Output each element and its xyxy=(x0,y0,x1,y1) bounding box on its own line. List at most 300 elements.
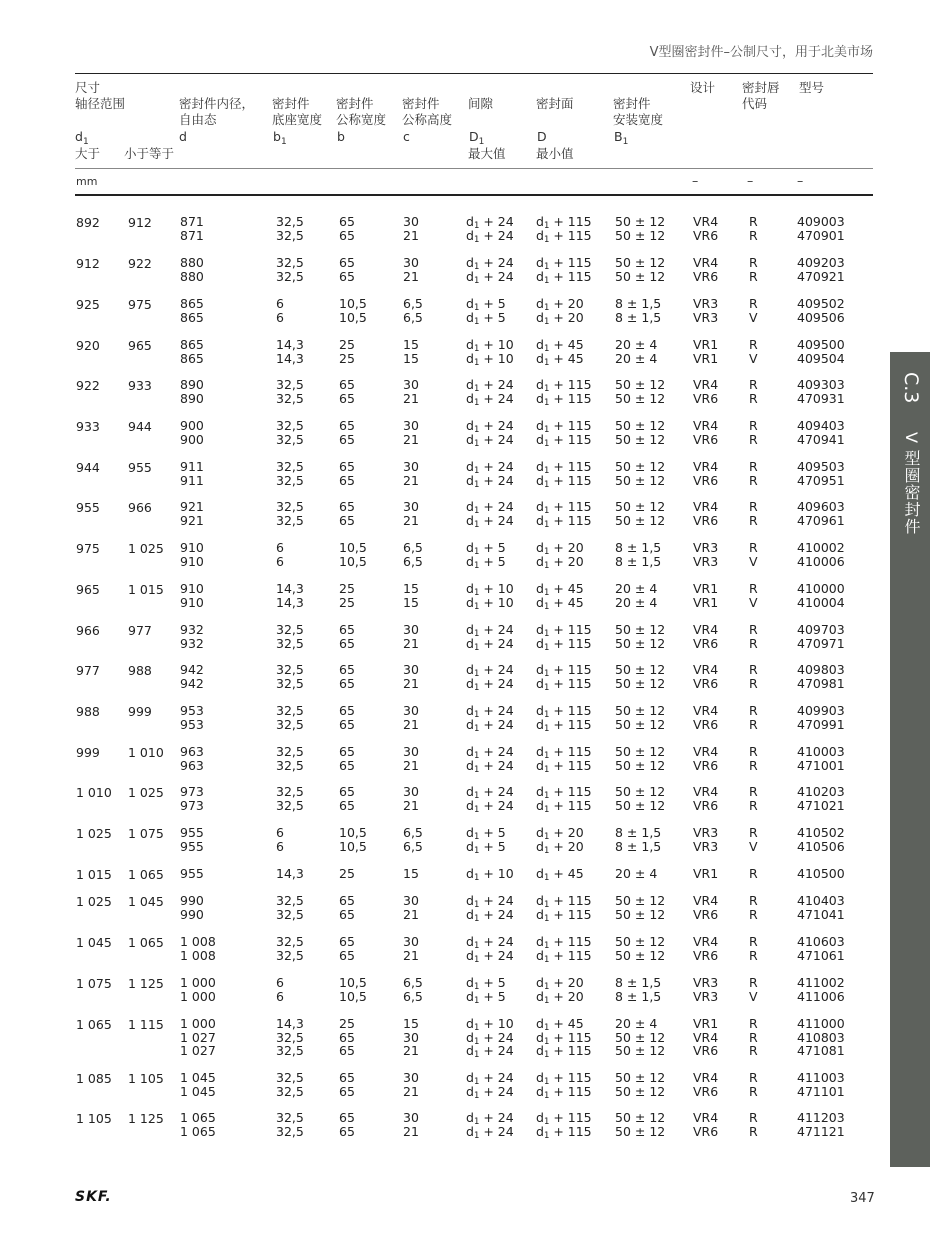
col-lip-1: 密封唇 xyxy=(742,80,780,95)
cell-value: 65 xyxy=(339,472,355,488)
cell-c xyxy=(403,976,423,1003)
cell-d xyxy=(180,338,204,365)
cell-value: R xyxy=(749,1123,758,1139)
cell-b1 xyxy=(276,256,304,283)
formula: d1 + 24 xyxy=(466,1070,514,1087)
cell-value: 6,5 xyxy=(403,296,423,311)
cell-b1 xyxy=(615,867,657,881)
cell-value: 1 000 xyxy=(180,975,216,990)
cell-gap xyxy=(466,1070,514,1101)
cell-face xyxy=(536,377,592,408)
cell-gap xyxy=(466,377,514,408)
cell-c xyxy=(403,338,419,365)
header-separator xyxy=(75,168,873,169)
formula: d1 + 115 xyxy=(536,377,592,394)
cell-value: 32,5 xyxy=(276,1083,304,1099)
cell-des xyxy=(693,826,718,853)
cell-value: 1 027 xyxy=(180,1043,216,1058)
shaft-incl: 999 xyxy=(128,704,152,719)
cell-value: 955 xyxy=(180,838,204,854)
cell-face xyxy=(536,825,584,856)
skf-logo: SKF. xyxy=(75,1189,112,1205)
cell-value: VR6 xyxy=(693,472,719,488)
cell-b1 xyxy=(276,663,304,690)
cell-c xyxy=(403,582,419,609)
col-dim: 尺寸 xyxy=(75,80,101,95)
cell-value: 10,5 xyxy=(339,296,367,311)
cell-d xyxy=(180,976,216,1003)
cell-lip xyxy=(749,460,758,487)
cell-b1 xyxy=(276,460,304,487)
col-width-2: 公称宽度 xyxy=(336,112,387,127)
cell-value: 30 xyxy=(403,1070,419,1085)
cell-c xyxy=(403,745,419,772)
cell-value: R xyxy=(749,255,758,270)
cell-value: 6,5 xyxy=(403,838,423,854)
cell-value: 65 xyxy=(339,1043,355,1058)
cell-value: 50 ± 12 xyxy=(615,934,666,949)
formula: d1 + 115 xyxy=(536,703,592,720)
cell-b1 xyxy=(276,1071,304,1098)
cell-b xyxy=(339,419,355,446)
cell-value: 8 ± 1,5 xyxy=(615,296,662,311)
cell-value: 409500 xyxy=(797,337,845,352)
cell-des xyxy=(693,378,718,405)
formula: d1 + 24 xyxy=(466,675,514,693)
cell-value: 470971 xyxy=(797,635,845,651)
cell-value: 8 ± 1,5 xyxy=(615,825,662,840)
shaft-incl: 1 125 xyxy=(128,1111,164,1126)
cell-value: R xyxy=(749,1016,758,1031)
cell-value: 470931 xyxy=(797,390,845,406)
cell-value: 25 xyxy=(339,1016,355,1031)
cell-b xyxy=(339,745,355,772)
cell-b1 xyxy=(615,338,657,365)
formula: d1 + 45 xyxy=(536,866,584,883)
cell-value: VR6 xyxy=(693,227,719,243)
cell-face xyxy=(536,255,592,286)
cell-value: 30 xyxy=(403,744,419,759)
formula: d1 + 115 xyxy=(536,268,592,286)
cell-value: R xyxy=(749,757,758,773)
formula: d1 + 115 xyxy=(536,716,592,734)
shaft-incl: 975 xyxy=(128,297,152,312)
cell-value: 411002 xyxy=(797,975,845,990)
cell-value: 410004 xyxy=(797,594,845,610)
cell-value: R xyxy=(749,635,758,651)
cell-value: 50 ± 12 xyxy=(615,268,666,284)
header-bottom-rule xyxy=(75,194,873,196)
cell-b xyxy=(339,894,355,921)
cell-face xyxy=(536,975,584,1006)
cell-type xyxy=(797,1111,845,1138)
cell-value: 65 xyxy=(339,1070,355,1085)
cell-value: 25 xyxy=(339,350,355,366)
cell-value: 21 xyxy=(403,227,419,243)
cell-type xyxy=(797,935,845,962)
cell-value: 10,5 xyxy=(339,309,367,325)
cell-value: R xyxy=(749,675,758,691)
cell-value: 6,5 xyxy=(403,988,423,1004)
cell-value: VR4 xyxy=(693,214,719,229)
cell-value: R xyxy=(749,512,758,528)
shaft-over: 922 xyxy=(76,378,100,393)
cell-value: 65 xyxy=(339,268,355,284)
cell-value: 6,5 xyxy=(403,553,423,569)
shaft-over: 966 xyxy=(76,623,100,638)
cell-value: 50 ± 12 xyxy=(615,947,666,963)
cell-value: 6,5 xyxy=(403,975,423,990)
col-gap-sym: $D_1$ xyxy=(469,129,485,147)
cell-value: 30 xyxy=(403,214,419,229)
cell-value: 50 ± 12 xyxy=(615,431,666,447)
cell-value: 470991 xyxy=(797,716,845,732)
shaft-incl: 977 xyxy=(128,623,152,638)
cell-value: 15 xyxy=(403,581,419,596)
formula: d1 + 115 xyxy=(536,499,592,516)
cell-d xyxy=(180,745,204,772)
cell-des xyxy=(693,704,718,731)
cell-value: 973 xyxy=(180,797,204,813)
cell-value: R xyxy=(749,227,758,243)
cell-type xyxy=(797,1071,845,1098)
cell-value: 6 xyxy=(276,309,284,325)
cell-value: 65 xyxy=(339,947,355,963)
col-inst-1: 密封件 xyxy=(613,96,651,111)
formula: d1 + 10 xyxy=(466,337,514,354)
section-label: V 型圈密封件 xyxy=(902,432,921,536)
formula: d1 + 115 xyxy=(536,390,592,408)
cell-value: 910 xyxy=(180,594,204,610)
cell-value: 50 ± 12 xyxy=(615,499,666,514)
cell-value: 6 xyxy=(276,975,284,990)
cell-value: 65 xyxy=(339,431,355,447)
formula: d1 + 115 xyxy=(536,512,592,530)
cell-value: 15 xyxy=(403,350,419,366)
cell-face xyxy=(536,296,584,327)
cell-value: 10,5 xyxy=(339,553,367,569)
shaft-over: 1 010 xyxy=(76,785,112,800)
shaft-over: 1 025 xyxy=(76,826,112,841)
cell-face xyxy=(536,1017,592,1058)
col-width-1: 密封件 xyxy=(336,96,374,111)
formula: d1 + 20 xyxy=(536,975,584,992)
formula: d1 + 115 xyxy=(536,431,592,449)
cell-value: 65 xyxy=(339,784,355,799)
cell-b1 xyxy=(615,1071,665,1098)
cell-value: 14,3 xyxy=(276,866,304,881)
cell-type xyxy=(797,419,845,446)
cell-gap xyxy=(466,255,514,286)
formula: d1 + 45 xyxy=(536,337,584,354)
cell-value: 880 xyxy=(180,255,204,270)
formula: d1 + 115 xyxy=(536,459,592,476)
cell-value: 65 xyxy=(339,1029,355,1045)
cell-value: R xyxy=(749,431,758,447)
cell-gap xyxy=(466,744,514,775)
cell-value: 32,5 xyxy=(276,227,304,243)
cell-des xyxy=(693,500,718,527)
cell-value: R xyxy=(749,296,758,311)
shaft-incl: 922 xyxy=(128,256,152,271)
cell-d xyxy=(180,1111,216,1138)
cell-value: R xyxy=(749,1029,758,1045)
cell-lip xyxy=(749,1071,758,1098)
cell-value: 865 xyxy=(180,296,204,311)
cell-value: R xyxy=(749,716,758,732)
cell-value: VR6 xyxy=(693,1123,719,1139)
cell-b xyxy=(339,867,355,881)
cell-b xyxy=(339,1111,355,1138)
cell-b1 xyxy=(276,826,284,853)
cell-value: 25 xyxy=(339,581,355,596)
cell-value: 470921 xyxy=(797,268,845,284)
cell-value: 50 ± 12 xyxy=(615,418,666,433)
cell-gap xyxy=(466,459,514,490)
cell-gap xyxy=(466,893,514,924)
formula: d1 + 24 xyxy=(466,1043,514,1060)
cell-value: 410403 xyxy=(797,893,845,908)
cell-value: 900 xyxy=(180,418,204,433)
cell-value: VR4 xyxy=(693,418,719,433)
cell-c xyxy=(403,215,419,242)
cell-value: 65 xyxy=(339,459,355,474)
col-shaft-range: 轴径范围 xyxy=(75,96,126,111)
cell-value: 973 xyxy=(180,784,204,799)
unit-dash-lip: – xyxy=(747,173,754,188)
cell-des xyxy=(693,1017,718,1058)
cell-type xyxy=(797,338,845,365)
cell-type xyxy=(797,582,845,609)
cell-value: 50 ± 12 xyxy=(615,1043,666,1058)
cell-value: R xyxy=(749,459,758,474)
cell-type xyxy=(797,894,845,921)
cell-value: 32,5 xyxy=(276,1043,304,1058)
cell-value: 411203 xyxy=(797,1110,845,1125)
cell-value: 20 ± 4 xyxy=(615,594,658,610)
formula: d1 + 115 xyxy=(536,1083,592,1101)
cell-c xyxy=(403,1017,419,1058)
cell-lip xyxy=(749,297,758,324)
cell-value: R xyxy=(749,472,758,488)
shaft-over: 920 xyxy=(76,338,100,353)
cell-value: 32,5 xyxy=(276,499,304,514)
cell-value: 471021 xyxy=(797,797,845,813)
cell-value: 470901 xyxy=(797,227,845,243)
cell-type xyxy=(797,215,845,242)
cell-b1 xyxy=(276,378,304,405)
cell-b xyxy=(339,582,355,609)
formula: d1 + 10 xyxy=(466,581,514,598)
cell-b1 xyxy=(615,256,665,283)
shaft-incl: 1 075 xyxy=(128,826,164,841)
col-height-sym: c xyxy=(403,129,410,144)
cell-des xyxy=(693,297,718,324)
cell-d xyxy=(180,378,204,405)
cell-value: 65 xyxy=(339,1083,355,1099)
shaft-over: 892 xyxy=(76,215,100,230)
shaft-over: 933 xyxy=(76,419,100,434)
cell-value: 410502 xyxy=(797,825,845,840)
cell-type xyxy=(797,1017,845,1058)
cell-des xyxy=(693,541,718,568)
col-incl: 小于等于 xyxy=(124,146,175,161)
formula: d1 + 5 xyxy=(466,309,506,327)
cell-value: 921 xyxy=(180,499,204,514)
cell-value: 50 ± 12 xyxy=(615,255,666,270)
cell-value: 30 xyxy=(403,1029,419,1045)
cell-value: 30 xyxy=(403,1110,419,1125)
cell-value: 30 xyxy=(403,934,419,949)
cell-c xyxy=(403,935,419,962)
cell-value: 410003 xyxy=(797,744,845,759)
formula: d1 + 115 xyxy=(536,418,592,435)
cell-value: 1 027 xyxy=(180,1029,216,1045)
cell-value: R xyxy=(749,268,758,284)
shaft-over: 988 xyxy=(76,704,100,719)
cell-c xyxy=(403,378,419,405)
cell-value: 871 xyxy=(180,214,204,229)
cell-value: 963 xyxy=(180,744,204,759)
cell-c xyxy=(403,623,419,650)
cell-value: VR1 xyxy=(693,866,719,881)
cell-des xyxy=(693,785,718,812)
formula: d1 + 115 xyxy=(536,255,592,272)
formula: d1 + 115 xyxy=(536,797,592,815)
formula: d1 + 20 xyxy=(536,540,584,557)
cell-face xyxy=(536,867,584,881)
cell-value: VR6 xyxy=(693,512,719,528)
cell-value: 32,5 xyxy=(276,744,304,759)
cell-lip xyxy=(749,785,758,812)
shaft-over: 912 xyxy=(76,256,100,271)
cell-value: R xyxy=(749,418,758,433)
cell-b xyxy=(339,297,367,324)
shaft-incl: 1 045 xyxy=(128,894,164,909)
cell-b1 xyxy=(276,623,304,650)
col-inner-1: 密封件内径， xyxy=(179,96,255,111)
cell-value: 32,5 xyxy=(276,377,304,392)
cell-face xyxy=(536,459,592,490)
shaft-over: 1 105 xyxy=(76,1111,112,1126)
cell-gap xyxy=(466,418,514,449)
cell-value: 871 xyxy=(180,227,204,243)
page-number: 347 xyxy=(850,1191,875,1206)
cell-d xyxy=(180,582,204,609)
cell-value: 65 xyxy=(339,255,355,270)
cell-value: 8 ± 1,5 xyxy=(615,540,662,555)
cell-d xyxy=(180,215,204,242)
cell-value: 14,3 xyxy=(276,1016,304,1031)
cell-gap xyxy=(466,296,506,327)
cell-value: 6,5 xyxy=(403,825,423,840)
unit-dash-type: – xyxy=(797,173,804,188)
cell-value: 15 xyxy=(403,594,419,610)
cell-value: 32,5 xyxy=(276,797,304,813)
cell-value: 50 ± 12 xyxy=(615,784,666,799)
shaft-incl: 1 065 xyxy=(128,867,164,882)
cell-b xyxy=(339,338,355,365)
cell-value: 50 ± 12 xyxy=(615,1029,666,1045)
cell-face xyxy=(536,337,584,368)
cell-value: 32,5 xyxy=(276,472,304,488)
cell-gap xyxy=(466,337,514,368)
cell-lip xyxy=(749,1017,758,1058)
cell-face xyxy=(536,499,592,530)
cell-value: VR1 xyxy=(693,350,719,366)
cell-gap xyxy=(466,622,514,653)
cell-value: 6 xyxy=(276,296,284,311)
cell-d xyxy=(180,663,204,690)
cell-value: VR4 xyxy=(693,893,719,908)
cell-lip xyxy=(749,867,758,881)
cell-lip xyxy=(749,541,758,568)
cell-gap xyxy=(466,214,514,245)
cell-b1 xyxy=(276,500,304,527)
cell-b1 xyxy=(276,867,304,881)
cell-type xyxy=(797,256,845,283)
cell-value: VR3 xyxy=(693,309,719,325)
cell-value: VR6 xyxy=(693,390,719,406)
cell-value: 911 xyxy=(180,459,204,474)
formula: d1 + 5 xyxy=(466,540,506,557)
cell-value: 880 xyxy=(180,268,204,284)
cell-value: 50 ± 12 xyxy=(615,390,666,406)
cell-value: 30 xyxy=(403,622,419,637)
formula: d1 + 24 xyxy=(466,1029,514,1047)
cell-des xyxy=(693,867,718,881)
cell-value: 65 xyxy=(339,1123,355,1139)
cell-d xyxy=(180,894,204,921)
cell-value: 50 ± 12 xyxy=(615,377,666,392)
cell-value: V xyxy=(749,988,758,1004)
cell-value: 10,5 xyxy=(339,838,367,854)
cell-lip xyxy=(749,500,758,527)
cell-value: 20 ± 4 xyxy=(615,866,658,881)
shaft-incl: 988 xyxy=(128,663,152,678)
cell-b1 xyxy=(615,785,665,812)
cell-value: 32,5 xyxy=(276,622,304,637)
cell-type xyxy=(797,785,845,812)
cell-value: 1 008 xyxy=(180,934,216,949)
cell-value: 65 xyxy=(339,757,355,773)
cell-b xyxy=(339,976,367,1003)
cell-b xyxy=(339,623,355,650)
cell-value: 910 xyxy=(180,553,204,569)
col-face-sym: D xyxy=(537,129,547,144)
cell-c xyxy=(403,704,419,731)
cell-lip xyxy=(749,976,758,1003)
cell-d xyxy=(180,256,204,283)
cell-des xyxy=(693,745,718,772)
cell-value: VR3 xyxy=(693,975,719,990)
cell-b xyxy=(339,256,355,283)
cell-value: R xyxy=(749,1043,758,1058)
cell-value: V xyxy=(749,350,758,366)
cell-value: 470951 xyxy=(797,472,845,488)
cell-value: 953 xyxy=(180,716,204,732)
cell-value: VR6 xyxy=(693,268,719,284)
cell-face xyxy=(536,540,584,571)
cell-value: 409003 xyxy=(797,214,845,229)
formula: d1 + 10 xyxy=(466,350,514,368)
col-base-sym: $b_1$ xyxy=(273,129,287,147)
cell-value: VR6 xyxy=(693,947,719,963)
cell-value: 471061 xyxy=(797,947,845,963)
cell-d xyxy=(180,826,204,853)
cell-b xyxy=(339,460,355,487)
formula: d1 + 24 xyxy=(466,703,514,720)
